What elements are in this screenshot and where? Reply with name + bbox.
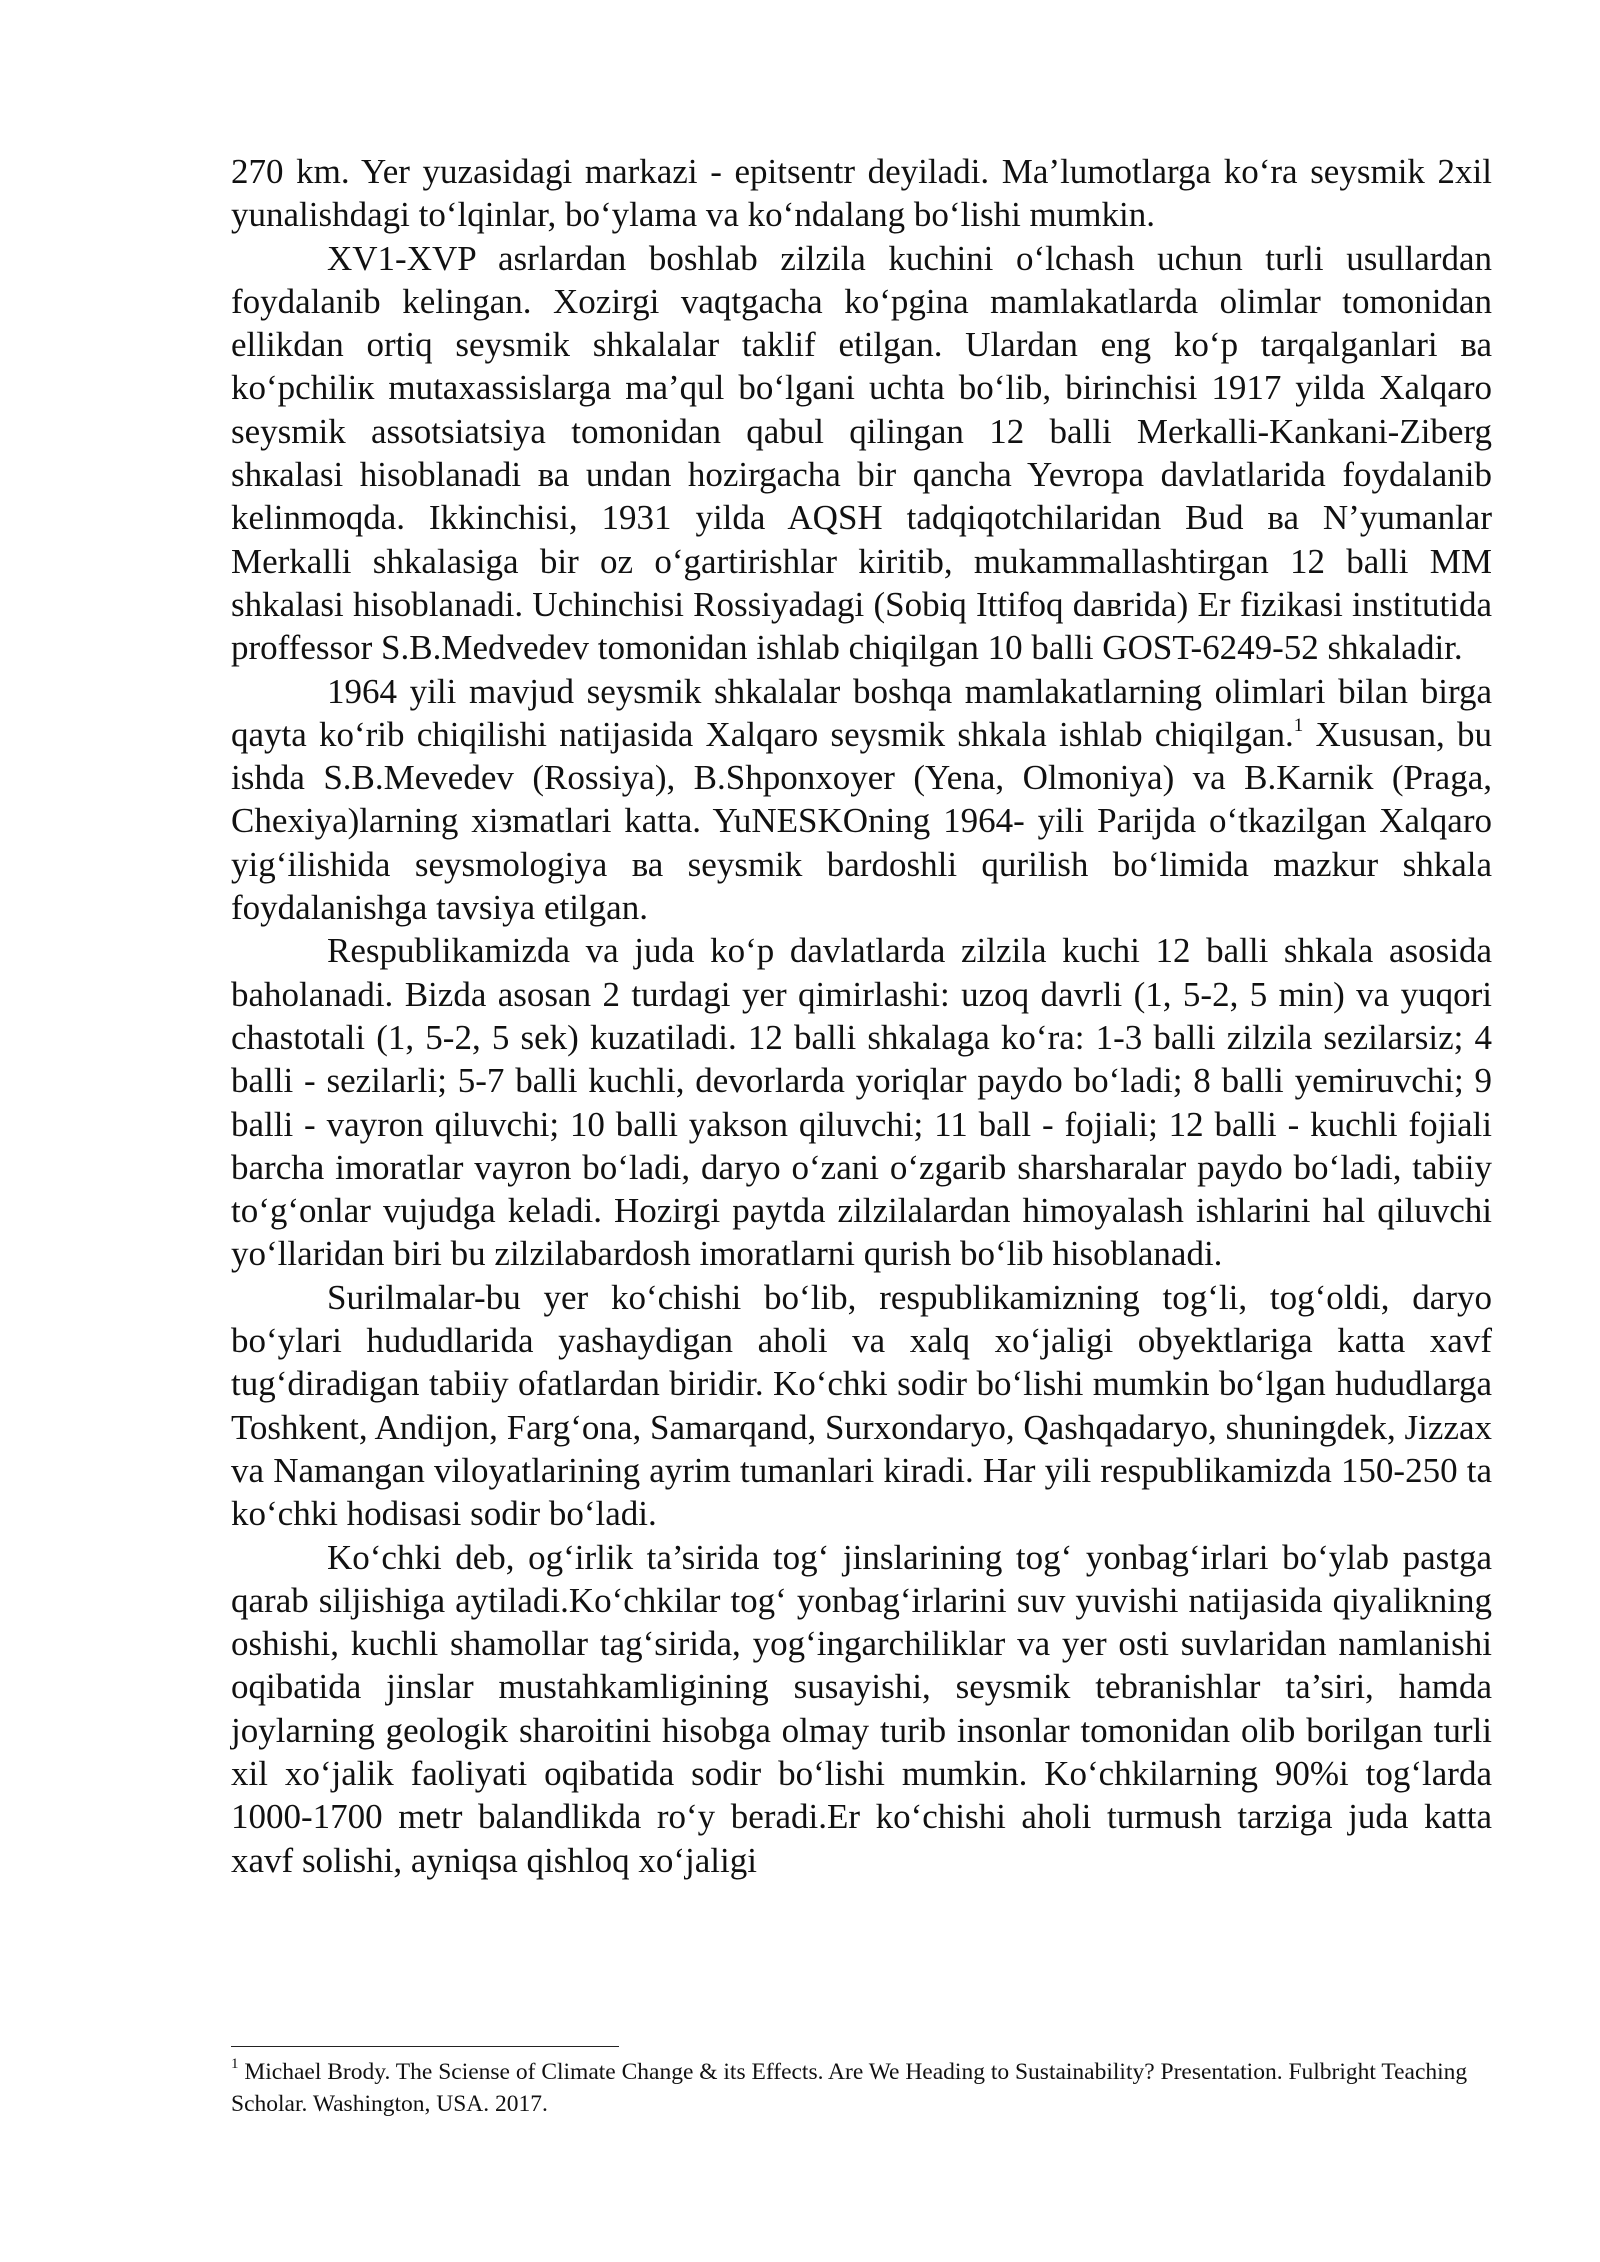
paragraph-4: Respublikamizda va juda ko‘p davlatlarda zilzila kuchi 12 balli shkala asosida baholanadi. Bizda asosan 2 turdagi yer qimirlashi: uzoq davrli (1, 5-2, 5 min) va yuqori chastotali (1, 5-2, 5 sek) kuzatiladi. 12 balli shkalaga ko‘ra: 1-3 balli zilzila sezilarsiz; 4 balli - sezilarli; 5-7 balli kuchli, devorlarda yoriqlar paydo bo‘ladi; 8 balli yemiruvchi; 9 balli - vayron qiluvchi; 10 balli yakson qiluvchi; 11 ball - fojiali; 12 balli - kuchli fojiali barcha imoratlar vayron bo‘ladi, daryo o‘zani o‘zgarib sharsharalar paydo bo‘ladi, tabiiy to‘g‘onlar vujudga keladi. Hozirgi paytda zilzilalardan himoyalash ishlarini hal qiluvchi yo‘llaridan biri bu zilzilabardosh imoratlarni qurish bo‘lib hisoblanadi. (231, 931, 1492, 1274)
paragraph-6: Ko‘chki deb, og‘irlik ta’sirida tog‘ jinslarining tog‘ yonbag‘irlari bo‘ylab pastga qarab siljishiga aytiladi.Ko‘chkilar tog‘ yonbag‘irlarini suv yuvishi natijasida qiyalikning oshishi, kuchli shamollar tag‘sirida, yog‘ingarchiliklar va yer osti suvlaridan namlanishi oqibatida jinslar mustahkamligining susayishi, seysmik tebranishlar ta’siri, hamda joylarning geologik sharoitini hisobga olmay turib insonlar tomonidan olib borilgan turli xil xo‘jalik faoliyati oqibatida sodir bo‘lishi mumkin. Ko‘chkilarning 90%i tog‘larda 1000-1700 metr balandlikda ro‘y beradi.Er ko‘chishi aholi turmush tarziga juda katta xavf solishi, ayniqsa qishloq xo‘jaligi (231, 1537, 1492, 1880)
paragraph-3-text-before-footnote: 1964 yili mavjud seysmik shkalalar boshqa mamlakatlarning olimlari bilan birga qayta ko‘rib chiqilishi natijasida Xalqaro seysmik shkala ishlab chiqilgan. (231, 671, 1492, 754)
footnote (231, 2056, 1492, 2120)
paragraph-1: 270 km. Yer yuzasidagi markazi - epitsentr deyiladi. Ma’lumotlarga ko‘ra seysmik 2xil yunalishdagi to‘lqinlar, bo‘ylama va ko‘ndalang bo‘lishi mumkin. (231, 152, 1492, 235)
footnote-separator (231, 2046, 619, 2047)
footnote-text: Michael Brody. The Sciense of Climate Change & its Effects. Are We Heading to Sustainability? Presentation. Fulbright Teaching Scholar. Washington, USA. 2017. (231, 2059, 1468, 2117)
paragraph-5: Surilmalar-bu yer ko‘chishi bo‘lib, respublikamizning tog‘li, tog‘oldi, daryo bo‘ylari hududlarida yashaydigan aholi va xalq xo‘jaligi obyektlariga katta xavf tug‘diradigan tabiiy ofatlardan biridir. Ko‘chki sodir bo‘lishi mumkin bo‘lgan hududlarga Toshkent, Andijon, Farg‘ona, Samarqand, Surxondaryo, Qashqadaryo, shuningdek, Jizzax va Namangan viloyatlarining ayrim tumanlari kiradi. Har yili respublikamizda 150-250 ta ko‘chki hodisasi sodir bo‘ladi. (231, 1277, 1492, 1534)
footnote-reference[interactable]: 1 (1293, 714, 1304, 736)
paragraph-3 (231, 670, 1492, 930)
paragraph-3-text-after-footnote: Xususan, bu ishda S.B.Mevedev (Rossiya), B.Shponxoyer (Yena, Olmoniya) va B.Karnik (Praga, Chexiya)larning xiзmatlari katta. YuNESKOning 1964- yili Parijda o‘tkazilgan Xalqaro yig‘ilishida seysmologiya ва seysmik bardoshli qurilish bo‘limida mazkur shkala foydalanishga tavsiya etilgan. (231, 714, 1492, 928)
footnote-number: 1 (231, 2056, 239, 2072)
body-text (231, 150, 1492, 1882)
paragraph-2: XV1-XVP asrlardan boshlab zilzila kuchini o‘lchash uchun turli usullardan foydalanib kelingan. Xozirgi vaqtgacha ko‘pgina mamlakatlarda olimlar tomonidan ellikdan ortiq seysmik shkalalar taklif etilgan. Ulardan eng ko‘p tarqalganlari ва ko‘pchiliк mutaxassislarga ma’qul bo‘lgani uchta bo‘lib, birinchisi 1917 yilda Xalqaro seysmik assotsiatsiya tomonidan qabul qilingan 12 balli Merkalli-Kankani-Ziberg shкalasi hisoblanadi ва undan hozirgacha bir qancha Yevropa davlatlarida foydalanib kelinmoqda. Ikkinchisi, 1931 yilda AQSH tadqiqotchilaridan Bud ва N’yumanlar Merkalli shkalasiga bir oz o‘gartirishlar kiritib, mukammallashtirgan 12 balli MM shkalasi hisoblanadi. Uchinchisi Rossiyadagi (Sobiq Ittifoq daвrida) Er fizikasi institutida proffessor S.B.Medvedev tomonidan ishlab chiqilgan 10 balli GOST-6249-52 shkaladir. (231, 238, 1492, 668)
